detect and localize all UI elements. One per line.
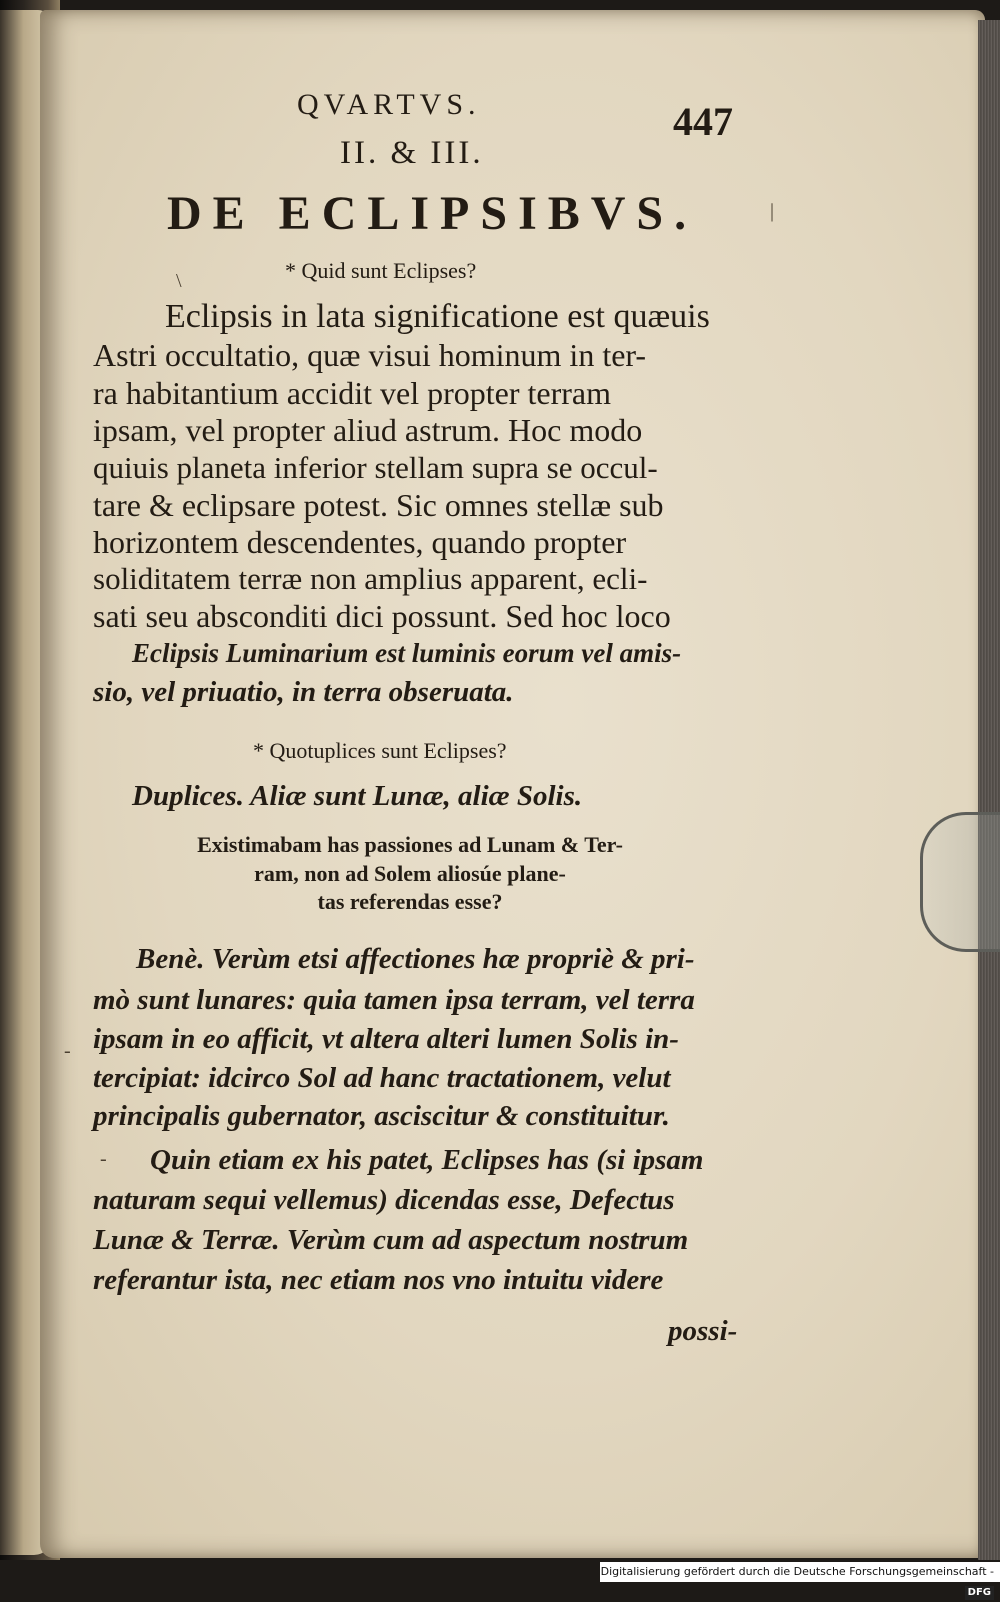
dfg-logo: DFG xyxy=(965,1586,994,1600)
question-3-line: Existimabam has passiones ad Lunam & Ter- xyxy=(197,832,623,857)
text-line: ra habitantium accidit vel propter terram xyxy=(93,375,611,411)
question-3-line: ram, non ad Solem aliosúe plane- xyxy=(254,861,566,886)
text-line: principalis gubernator, asciscitur & constituitur. xyxy=(93,1100,670,1132)
chapter-heading: II. & III. xyxy=(340,135,484,171)
question-2: * Quotuplices sunt Eclipses? xyxy=(253,738,507,763)
answer-2: Duplices. Aliæ sunt Lunæ, aliæ Solis. xyxy=(132,780,583,812)
text-line: referantur ista, nec etiam nos vno intuitu videre xyxy=(93,1264,664,1296)
definition-line: Eclipsis Luminarium est luminis eorum vel amis- xyxy=(132,638,682,668)
text-line: mò sunt lunares: quia tamen ipsa terram, vel terra xyxy=(93,984,695,1016)
text-line: tercipiat: idcirco Sol ad hanc tractationem, velut xyxy=(93,1062,671,1094)
text-line: ipsam, vel propter aliud astrum. Hoc modo xyxy=(93,412,643,448)
question-3-line: tas referendas esse? xyxy=(317,889,503,914)
definition-line: sio, vel priuatio, in terra obseruata. xyxy=(93,676,514,708)
text-line: Quin etiam ex his patet, Eclipses has (si ipsam xyxy=(150,1144,704,1176)
text-line: Benè. Verùm etsi affectiones hæ propriè & pri- xyxy=(136,943,695,975)
text-line: Eclipsis in lata significatione est quæuis xyxy=(165,298,710,335)
text-line: soliditatem terræ non amplius apparent, ecli- xyxy=(93,561,648,596)
ink-mark: - xyxy=(64,1040,71,1062)
ink-mark: \ xyxy=(176,270,182,292)
question-1: * Quid sunt Eclipses? xyxy=(285,258,477,283)
page-clip xyxy=(920,812,1000,952)
page-number: 447 xyxy=(673,99,733,144)
text-line: horizontem descendentes, quando propter xyxy=(93,524,627,560)
text-line: Astri occultatio, quæ visui hominum in ter- xyxy=(93,337,647,373)
book-fore-edge xyxy=(978,20,1000,1560)
text-line: quiuis planeta inferior stellam supra se occul- xyxy=(93,450,658,485)
text-line: ipsam in eo afficit, vt altera alteri lumen Solis in- xyxy=(93,1023,679,1055)
ink-mark: | xyxy=(770,200,775,222)
page-title: DE ECLIPSIBVS. xyxy=(167,187,698,240)
text-line: naturam sequi vellemus) dicendas esse, Defectus xyxy=(93,1184,675,1216)
text-line: sati seu absconditi dici possunt. Sed hoc loco xyxy=(93,598,671,634)
digitization-credit xyxy=(600,1562,1000,1598)
text-line: Lunæ & Terræ. Verùm cum ad aspectum nostrum xyxy=(93,1224,689,1256)
text-line: tare & eclipsare potest. Sic omnes stellæ sub xyxy=(93,487,664,523)
running-head: QVARTVS. xyxy=(297,88,481,121)
ink-mark: - xyxy=(100,1148,107,1170)
catchword: possi- xyxy=(668,1315,738,1347)
credit-text: Digitalisierung gefördert durch die Deutsche Forschungsgemeinschaft - xyxy=(600,1565,994,1578)
